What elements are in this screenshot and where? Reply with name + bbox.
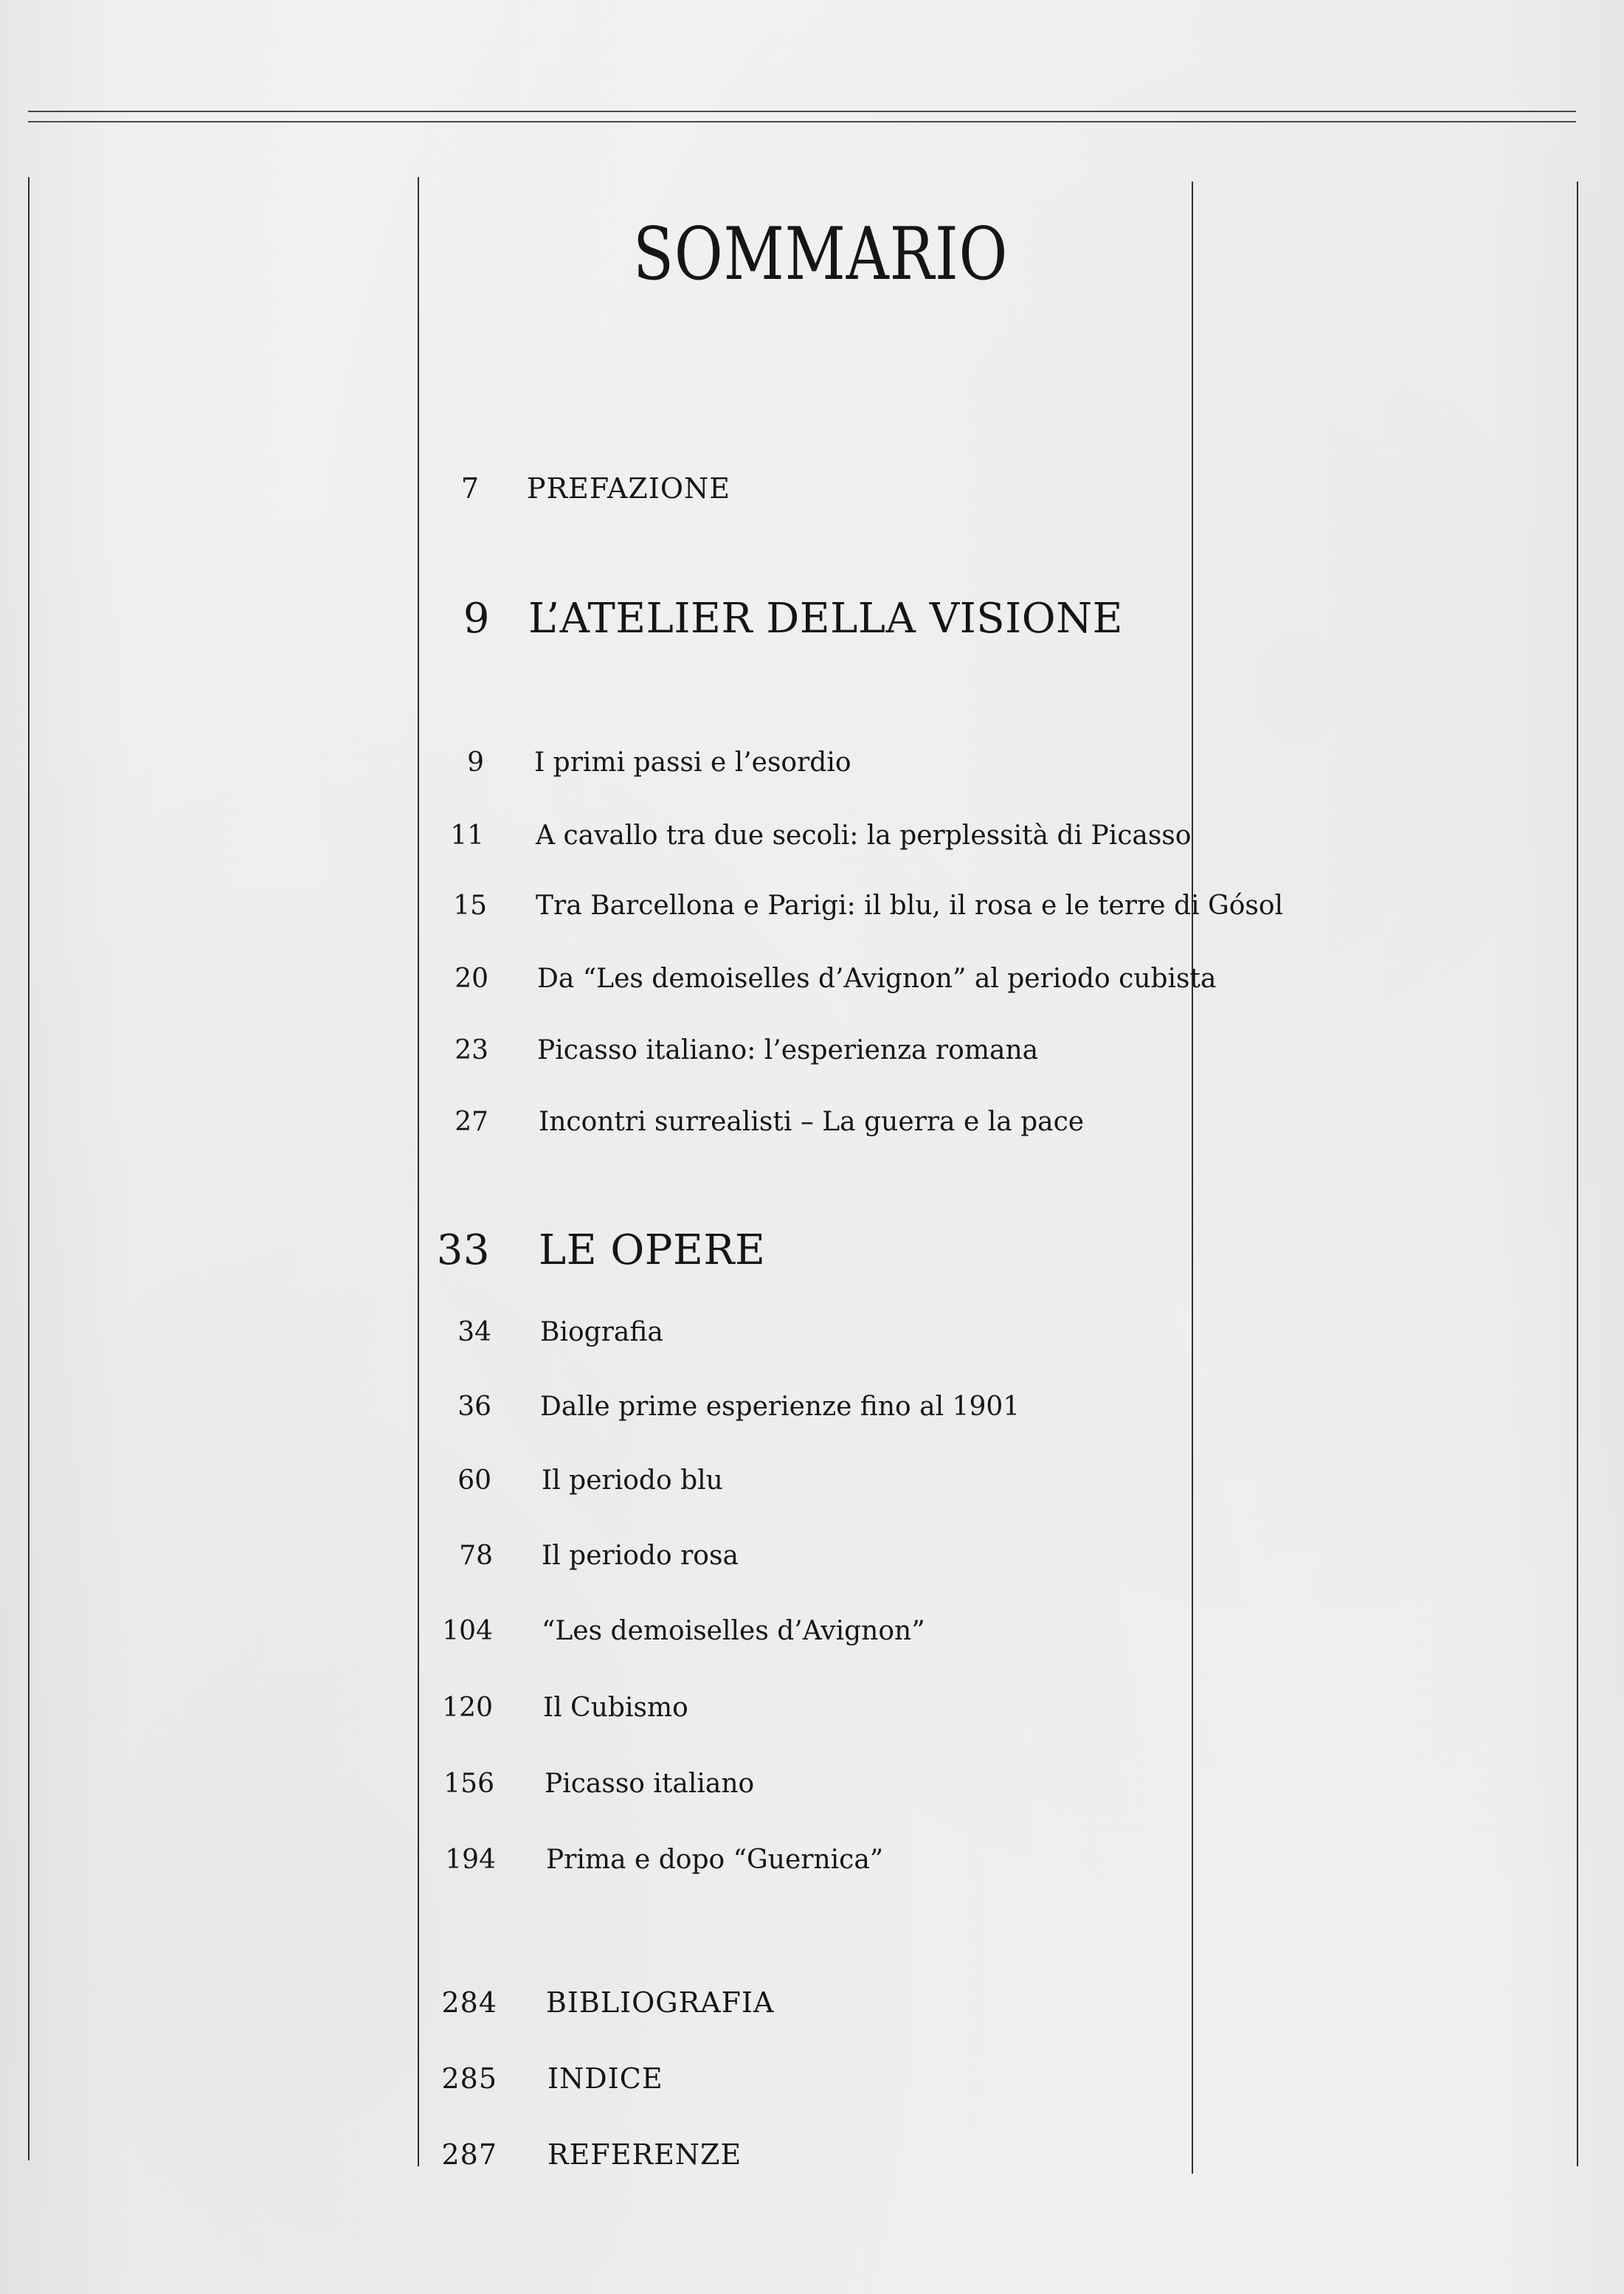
toc-page-number: 120 <box>442 1693 493 1723</box>
toc-page-number: 284 <box>441 1986 497 2019</box>
toc-entry-title: INDICE <box>547 2062 663 2095</box>
toc-entry-title: Biografia <box>540 1317 663 1347</box>
top-rule-double <box>28 121 1576 122</box>
toc-page-number: 287 <box>441 2138 497 2171</box>
toc-entry-title: Tra Barcellona e Parigi: il blu, il rosa e le terre di Gósol <box>536 891 1284 921</box>
toc-entry-title: Il periodo blu <box>542 1465 723 1496</box>
toc-page-number: 23 <box>455 1035 488 1065</box>
toc-page-number: 11 <box>450 820 484 851</box>
toc-entry-title: Picasso italiano: l’esperienza romana <box>537 1035 1039 1065</box>
toc-entry-title: BIBLIOGRAFIA <box>546 1986 775 2019</box>
inner-right-rule <box>1192 182 1193 2174</box>
toc-entry-title: Prima e dopo “Guernica” <box>546 1845 884 1875</box>
toc-page-number: 104 <box>442 1616 493 1646</box>
page-title: SOMMARIO <box>633 212 1009 297</box>
toc-page-number: 285 <box>441 2062 497 2095</box>
toc-entry-title: “Les demoiselles d’Avignon” <box>542 1616 925 1646</box>
toc-entry-title: PREFAZIONE <box>527 472 730 505</box>
toc-entry-title: A cavallo tra due secoli: la perplessità di Picasso <box>536 820 1192 851</box>
toc-page-number: 194 <box>445 1845 496 1875</box>
toc-page-number: 9 <box>467 747 484 778</box>
toc-page-number: 27 <box>455 1107 488 1137</box>
outer-left-rule <box>28 177 30 2160</box>
toc-page-number: 60 <box>457 1465 491 1496</box>
toc-entry-title: Dalle prime esperienze fino al 1901 <box>540 1392 1020 1422</box>
toc-entry-title: Da “Les demoiselles d’Avignon” al periodo cubista <box>537 964 1217 994</box>
toc-page-number: 36 <box>457 1392 491 1422</box>
toc-page-number: 156 <box>443 1769 494 1799</box>
toc-page-number: 78 <box>459 1541 493 1571</box>
toc-entry-title: REFERENZE <box>547 2138 742 2171</box>
outer-right-rule <box>1577 182 1578 2166</box>
toc-entry-title: Incontri surrealisti – La guerra e la pace <box>539 1107 1085 1137</box>
toc-page-number: 15 <box>453 891 487 921</box>
toc-page-number: 7 <box>460 472 480 505</box>
toc-page-number: 20 <box>455 964 488 994</box>
toc-section-title: L’ATELIER DELLA VISIONE <box>528 595 1124 643</box>
toc-entry-title: Il Cubismo <box>543 1693 688 1723</box>
top-rule <box>28 111 1576 112</box>
toc-section-title: LE OPERE <box>539 1226 766 1274</box>
toc-page-number: 34 <box>457 1317 491 1347</box>
toc-entry-title: Picasso italiano <box>545 1769 755 1799</box>
toc-page-number: 33 <box>436 1226 490 1274</box>
toc-page-number: 9 <box>463 595 490 643</box>
toc-entry-title: I primi passi e l’esordio <box>534 747 851 778</box>
toc-entry-title: Il periodo rosa <box>542 1541 739 1571</box>
